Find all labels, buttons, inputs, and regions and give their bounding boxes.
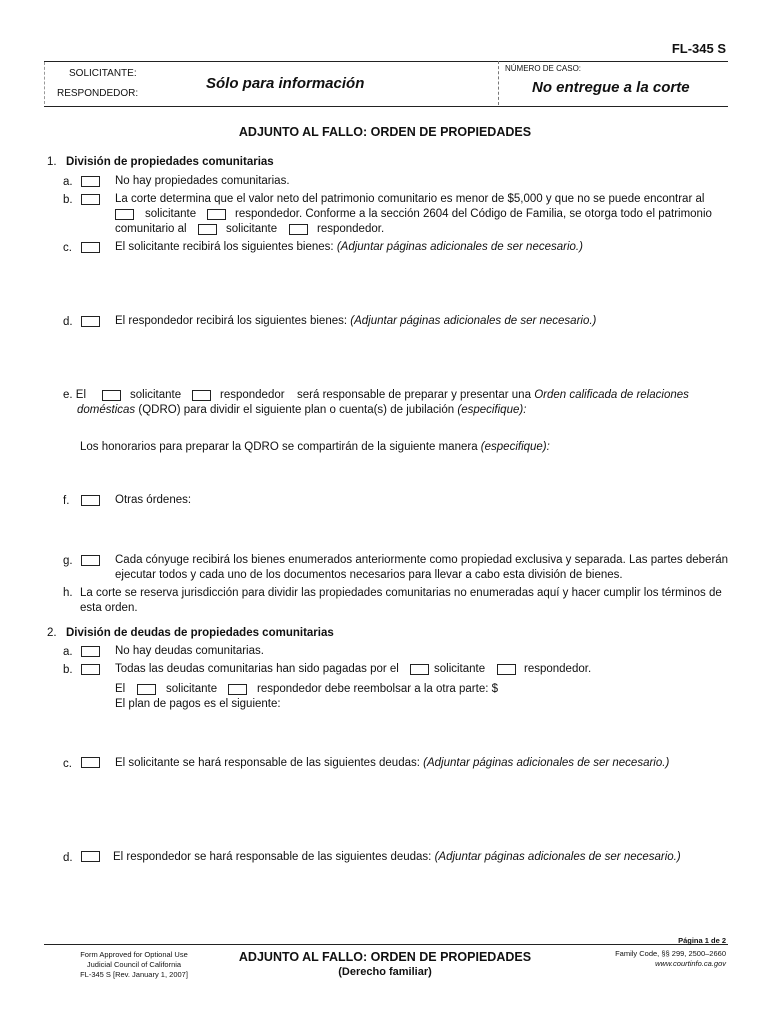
item-1e-fees xyxy=(80,441,550,453)
item-2c-letter: c. xyxy=(63,758,72,770)
item-1e-letter: e. El xyxy=(63,389,87,401)
item-1e-line1-italic: Orden calificada de relaciones xyxy=(534,389,689,401)
caption-left-edge xyxy=(44,62,46,104)
section-1-title: División de propiedades comunitarias xyxy=(66,156,274,168)
item-1d-letter: d. xyxy=(63,316,73,328)
item-1h-line2: esta orden. xyxy=(80,602,138,614)
item-1e-respondent-label: respondedor xyxy=(220,389,285,401)
footer-code: Family Code, §§ 299, 2500–2660 xyxy=(615,949,726,958)
checkbox-2b-respondent[interactable] xyxy=(497,664,516,675)
item-1f-letter: f. xyxy=(63,495,70,507)
item-1d-text xyxy=(115,315,596,327)
footer-rule xyxy=(44,944,728,945)
item-2d-main: El respondedor se hará responsable de las siguientes deudas: xyxy=(113,851,432,863)
item-2a-letter: a. xyxy=(63,646,73,658)
item-1c-text xyxy=(115,241,583,253)
item-1b-award-respondent-label: respondedor. xyxy=(317,223,385,235)
item-1g-letter: g. xyxy=(63,555,73,567)
item-2b-respondent-label: respondedor. xyxy=(524,663,592,675)
checkbox-2b-reimburse-petitioner[interactable] xyxy=(137,684,156,695)
item-1d-main: El respondedor recibirá los siguientes bienes: xyxy=(115,315,348,327)
checkbox-2b[interactable] xyxy=(81,664,100,675)
checkbox-2d[interactable] xyxy=(81,851,100,862)
item-2b-letter: b. xyxy=(63,664,73,676)
item-1e-petitioner-label: solicitante xyxy=(130,389,182,401)
checkbox-1b-respondent[interactable] xyxy=(207,209,226,220)
item-1c-letter: c. xyxy=(63,242,72,254)
respondent-label: RESPONDEDOR: xyxy=(57,88,139,99)
section-2-title: División de deudas de propiedades comunitarias xyxy=(66,627,334,639)
item-1e-line2-specify: (especifique): xyxy=(457,404,527,416)
case-number-label: NÚMERO DE CASO: xyxy=(505,64,582,73)
checkbox-1b-award-petitioner[interactable] xyxy=(198,224,217,235)
checkbox-1b-petitioner[interactable] xyxy=(115,209,134,220)
item-2b-reimburse-text: respondedor debe reembolsar a la otra parte: $ xyxy=(257,683,499,695)
checkbox-1b[interactable] xyxy=(81,194,100,205)
item-1b-line1: La corte determina que el valor neto del patrimonio comunitario es menor de $5,000 y que no se puede encontrar al xyxy=(115,193,705,205)
item-2c-text xyxy=(115,757,669,769)
petitioner-label: SOLICITANTE: xyxy=(69,68,137,79)
checkbox-2b-reimburse-respondent[interactable] xyxy=(228,684,247,695)
checkbox-1b-award-respondent[interactable] xyxy=(289,224,308,235)
form-number: FL-345 S xyxy=(671,41,726,56)
item-1f-text: Otras órdenes: xyxy=(115,494,192,506)
item-1b-line3: comunitario al xyxy=(115,223,187,235)
item-1e-fees-text: Los honorarios para preparar la QDRO se compartirán de la siguiente manera xyxy=(80,441,478,453)
item-2c-main: El solicitante se hará responsable de las siguientes deudas: xyxy=(115,757,420,769)
footer-approved-2: Judicial Council of California xyxy=(86,960,182,969)
caption-divider xyxy=(498,61,499,105)
item-2b-petitioner-label: solicitante xyxy=(434,663,486,675)
section-1-number: 1. xyxy=(47,156,57,168)
item-2b-text: Todas las deudas comunitarias han sido pagadas por el xyxy=(115,663,399,675)
item-1e-line2 xyxy=(77,404,526,416)
item-1a-text: No hay propiedades comunitarias. xyxy=(115,175,290,187)
checkbox-2a[interactable] xyxy=(81,646,100,657)
item-2a-text: No hay deudas comunitarias. xyxy=(115,645,264,657)
checkbox-1c[interactable] xyxy=(81,242,100,253)
item-2d-text xyxy=(113,851,681,863)
checkbox-1g[interactable] xyxy=(81,555,100,566)
item-1c-note: (Adjuntar páginas adicionales de ser necesario.) xyxy=(336,241,583,253)
item-1g-line1: Cada cónyuge recibirá los bienes enumerados anteriormente como propiedad exclusiva y separada. Las partes deberán xyxy=(115,554,729,566)
item-1e-line2-text: (QDRO) para dividir el siguiente plan o cuenta(s) de jubilación xyxy=(138,404,455,416)
checkbox-1f[interactable] xyxy=(81,495,100,506)
footer-page: Página 1 de 2 xyxy=(678,936,726,945)
item-2b-el: El xyxy=(115,683,126,695)
section-2-number: 2. xyxy=(47,627,57,639)
item-2d-letter: d. xyxy=(63,852,73,864)
item-1e-line1 xyxy=(297,389,689,401)
checkbox-1d[interactable] xyxy=(81,316,100,327)
item-1b-petitioner-label: solicitante xyxy=(145,208,197,220)
item-2d-note: (Adjuntar páginas adicionales de ser necesario.) xyxy=(434,851,681,863)
item-1e-line1-text: será responsable de preparar y presentar una xyxy=(297,389,531,401)
item-2c-note: (Adjuntar páginas adicionales de ser necesario.) xyxy=(423,757,670,769)
item-1e-line2-italic: domésticas xyxy=(77,404,136,416)
checkbox-1e-respondent[interactable] xyxy=(192,390,211,401)
item-2b-reimburse-petitioner-label: solicitante xyxy=(166,683,218,695)
item-1e-fees-specify: (especifique): xyxy=(480,441,550,453)
footer-url: www.courtinfo.ca.gov xyxy=(655,959,726,968)
page-title: ADJUNTO AL FALLO: ORDEN DE PROPIEDADES xyxy=(238,125,532,139)
footer-subtitle: (Derecho familiar) xyxy=(338,966,432,978)
item-1d-note: (Adjuntar páginas adicionales de ser necesario.) xyxy=(350,315,597,327)
footer-approved-3: FL-345 S [Rev. January 1, 2007] xyxy=(80,970,188,979)
item-1b-letter: b. xyxy=(63,194,73,206)
item-1b-award-petitioner-label: solicitante xyxy=(226,223,278,235)
item-1g-line2: ejecutar todos y cada uno de los documentos necesarios para llevar a cabo esta división de bienes. xyxy=(115,569,623,581)
item-1a-letter: a. xyxy=(63,176,73,188)
footer-title: ADJUNTO AL FALLO: ORDEN DE PROPIEDADES xyxy=(238,950,532,964)
checkbox-2c[interactable] xyxy=(81,757,100,768)
item-2b-plan: El plan de pagos es el siguiente: xyxy=(115,698,281,710)
item-1h-line1: La corte se reserva jurisdicción para dividir las propiedades comunitarias no enumeradas aquí y hacer cumplir los términos de xyxy=(80,587,722,599)
footer-approved-1: Form Approved for Optional Use xyxy=(80,950,188,959)
do-not-file-notice: No entregue a la corte xyxy=(532,79,690,96)
checkbox-1a[interactable] xyxy=(81,176,100,187)
info-only-watermark: Sólo para información xyxy=(206,75,365,92)
item-1c-main: El solicitante recibirá los siguientes bienes: xyxy=(115,241,334,253)
item-1b-respondent-text: respondedor. Conforme a la sección 2604 del Código de Familia, se otorga todo el patrimonio xyxy=(235,208,712,220)
checkbox-1e-petitioner[interactable] xyxy=(102,390,121,401)
item-1h-letter: h. xyxy=(63,587,73,599)
checkbox-2b-petitioner[interactable] xyxy=(410,664,429,675)
